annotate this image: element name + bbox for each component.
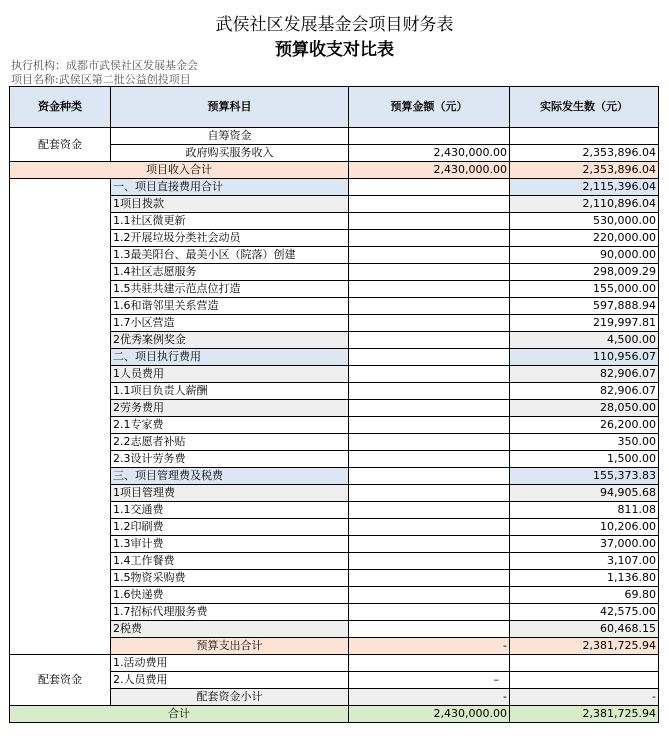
income-item-actual: 2,353,896.04	[510, 145, 659, 162]
expense-label: 1项目管理费	[111, 485, 349, 502]
expense-budget	[349, 315, 510, 332]
expense-label: 1.2开展垃圾分类社会动员	[111, 230, 349, 247]
matching-actual	[510, 672, 659, 689]
expense-actual: 69.80	[510, 587, 659, 604]
expense-actual: 298,009.29	[510, 264, 659, 281]
expense-actual: 597,888.94	[510, 298, 659, 315]
header-budget-amount: 预算金额（元）	[349, 87, 510, 128]
matching-label: 1.活动费用	[111, 655, 349, 672]
matching-category: 配套资金	[10, 655, 111, 706]
report-title: 武侯社区发展基金会项目财务表	[215, 15, 454, 35]
expense-total-budget: -	[349, 638, 510, 655]
expense-actual: 2,110,896.04	[510, 196, 659, 213]
expense-actual: 37,000.00	[510, 536, 659, 553]
expense-label: 三、项目管理费及税费	[111, 468, 349, 485]
expense-actual: 28,050.00	[510, 400, 659, 417]
matching-subtotal-actual: -	[510, 689, 659, 706]
header-actual-amount: 实际发生数（元）	[510, 87, 659, 128]
expense-label: 二、项目执行费用	[111, 349, 349, 366]
matching-subtotal-label: 配套资金小计	[111, 689, 349, 706]
income-category: 配套资金	[10, 128, 111, 162]
expense-label: 1.6快递费	[111, 587, 349, 604]
expense-budget	[349, 604, 510, 621]
expense-actual: 219,997.81	[510, 315, 659, 332]
report-subtitle: 预算收支对比表	[275, 40, 394, 60]
expense-actual: 1,136.80	[510, 570, 659, 587]
matching-row	[10, 655, 659, 672]
matching-subtotal-budget: -	[349, 689, 510, 706]
expense-budget	[349, 502, 510, 519]
header-row	[10, 87, 659, 128]
expense-label: 1项目拨款	[111, 196, 349, 213]
executing-org: 执行机构：成都市武侯社区发展基金会	[11, 59, 198, 72]
expense-budget	[349, 196, 510, 213]
expense-budget	[349, 349, 510, 366]
expense-category-cell	[10, 179, 111, 655]
expense-budget	[349, 332, 510, 349]
expense-budget	[349, 587, 510, 604]
expense-label: 2.3设计劳务费	[111, 451, 349, 468]
expense-budget	[349, 621, 510, 638]
expense-actual: 220,000.00	[510, 230, 659, 247]
grand-total-actual: 2,381,725.94	[510, 706, 659, 723]
expense-total-actual: 2,381,725.94	[510, 638, 659, 655]
expense-actual: 530,000.00	[510, 213, 659, 230]
table-body	[10, 128, 659, 723]
expense-label: 一、项目直接费用合计	[111, 179, 349, 196]
income-item-budget	[349, 128, 510, 145]
expense-actual: 82,906.07	[510, 366, 659, 383]
expense-budget	[349, 400, 510, 417]
grand-total-label: 合计	[10, 706, 349, 723]
expense-budget	[349, 264, 510, 281]
expense-label: 1.3审计费	[111, 536, 349, 553]
expense-budget	[349, 570, 510, 587]
matching-budget	[349, 655, 510, 672]
expense-budget	[349, 366, 510, 383]
expense-actual: 155,000.00	[510, 281, 659, 298]
expense-actual: 90,000.00	[510, 247, 659, 264]
income-item-budget: 2,430,000.00	[349, 145, 510, 162]
expense-budget	[349, 213, 510, 230]
project-name: 项目名称:武侯区第二批公益创投项目	[11, 73, 191, 86]
expense-actual: 155,373.83	[510, 468, 659, 485]
expense-actual: 60,468.15	[510, 621, 659, 638]
expense-budget	[349, 179, 510, 196]
expense-actual: 2,115,396.04	[510, 179, 659, 196]
expense-label: 1.3最美阳台、最美小区（院落）创建	[111, 247, 349, 264]
expense-actual: 94,905.68	[510, 485, 659, 502]
expense-budget	[349, 417, 510, 434]
expense-section-row	[10, 179, 659, 196]
expense-label: 1.2印刷费	[111, 519, 349, 536]
expense-actual: 3,107.00	[510, 553, 659, 570]
expense-actual: 82,906.07	[510, 383, 659, 400]
expense-total-label: 预算支出合计	[111, 638, 349, 655]
expense-label: 2优秀案例奖金	[111, 332, 349, 349]
expense-label: 1人员费用	[111, 366, 349, 383]
matching-budget: –	[349, 672, 510, 689]
expense-label: 1.5共驻共建示范点位打造	[111, 281, 349, 298]
matching-actual	[510, 655, 659, 672]
expense-label: 1.1社区微更新	[111, 213, 349, 230]
income-total-label: 项目收入合计	[10, 162, 349, 179]
expense-budget	[349, 383, 510, 400]
expense-budget	[349, 485, 510, 502]
expense-budget	[349, 434, 510, 451]
expense-budget	[349, 536, 510, 553]
expense-label: 1.4社区志愿服务	[111, 264, 349, 281]
grand-total-row	[10, 706, 659, 723]
expense-label: 1.1交通费	[111, 502, 349, 519]
expense-actual: 42,575.00	[510, 604, 659, 621]
expense-label: 1.4工作餐费	[111, 553, 349, 570]
expense-actual: 811.08	[510, 502, 659, 519]
expense-label: 1.6和谐邻里关系营造	[111, 298, 349, 315]
expense-budget	[349, 519, 510, 536]
expense-budget	[349, 247, 510, 264]
income-item-label: 自筹资金	[111, 128, 349, 145]
expense-label: 2.1专家费	[111, 417, 349, 434]
income-item-actual	[510, 128, 659, 145]
expense-actual: 110,956.07	[510, 349, 659, 366]
income-row	[10, 128, 659, 145]
income-total-budget: 2,430,000.00	[349, 162, 510, 179]
income-total-row	[10, 162, 659, 179]
expense-actual: 4,500.00	[510, 332, 659, 349]
income-total-actual: 2,353,896.04	[510, 162, 659, 179]
matching-label: 2.人员费用	[111, 672, 349, 689]
expense-budget	[349, 281, 510, 298]
expense-label: 1.7招标代理服务费	[111, 604, 349, 621]
expense-label: 1.7小区营造	[111, 315, 349, 332]
expense-budget	[349, 451, 510, 468]
income-item-label: 政府购买服务收入	[111, 145, 349, 162]
expense-actual: 1,500.00	[510, 451, 659, 468]
expense-label: 2税费	[111, 621, 349, 638]
expense-label: 1.5物资采购费	[111, 570, 349, 587]
expense-label: 1.1项目负责人薪酬	[111, 383, 349, 400]
header-fund-type: 资金种类	[10, 87, 111, 128]
header-budget-item: 预算科目	[111, 87, 349, 128]
expense-actual: 350.00	[510, 434, 659, 451]
budget-table	[9, 86, 659, 723]
expense-budget	[349, 298, 510, 315]
expense-budget	[349, 468, 510, 485]
expense-actual: 26,200.00	[510, 417, 659, 434]
expense-budget	[349, 553, 510, 570]
expense-label: 2劳务费用	[111, 400, 349, 417]
expense-actual: 10,206.00	[510, 519, 659, 536]
grand-total-budget: 2,430,000.00	[349, 706, 510, 723]
expense-budget	[349, 230, 510, 247]
expense-label: 2.2志愿者补贴	[111, 434, 349, 451]
